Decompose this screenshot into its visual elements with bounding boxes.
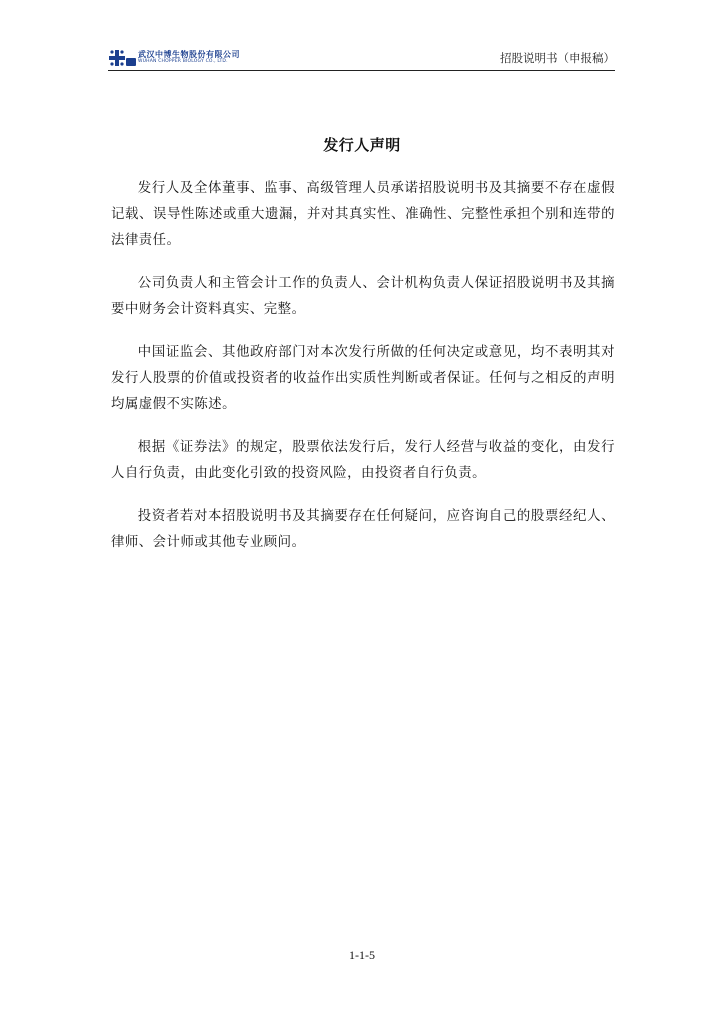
declaration-body: [111, 176, 615, 573]
company-name-cn: 武汉中博生物股份有限公司: [138, 50, 240, 59]
page-title: 发行人声明: [323, 136, 401, 154]
company-name-en: WUHAN CHOPPER BIOLOGY CO., LTD.: [138, 59, 228, 64]
declaration-paragraph: 根据《证券法》的规定，股票依法发行后，发行人经营与收益的变化，由发行人自行负责，由此变化引致的投资风险，由投资者自行负责。: [111, 440, 615, 481]
declaration-paragraph: 中国证监会、其他政府部门对本次发行所做的任何决定或意见，均不表明其对发行人股票的价值或投资者的收益作出实质性判断或者保证。任何与之相反的声明均属虚假不实陈述。: [111, 345, 615, 412]
company-logo: [108, 48, 248, 68]
declaration-paragraph: 公司负责人和主管会计工作的负责人、会计机构负责人保证招股说明书及其摘要中财务会计资料真实、完整。: [111, 276, 615, 317]
document-type-label: 招股说明书（申报稿）: [500, 51, 615, 65]
page-number: 1-1-5: [349, 948, 375, 962]
declaration-paragraph: 投资者若对本招股说明书及其摘要存在任何疑问，应咨询自己的股票经纪人、律师、会计师或其他专业顾问。: [111, 509, 615, 550]
company-logo-icon: [108, 48, 136, 68]
page-header: [108, 44, 615, 71]
declaration-paragraph: 发行人及全体董事、监事、高级管理人员承诺招股说明书及其摘要不存在虚假记载、误导性陈述或重大遗漏，并对其真实性、准确性、完整性承担个别和连带的法律责任。: [111, 181, 615, 248]
